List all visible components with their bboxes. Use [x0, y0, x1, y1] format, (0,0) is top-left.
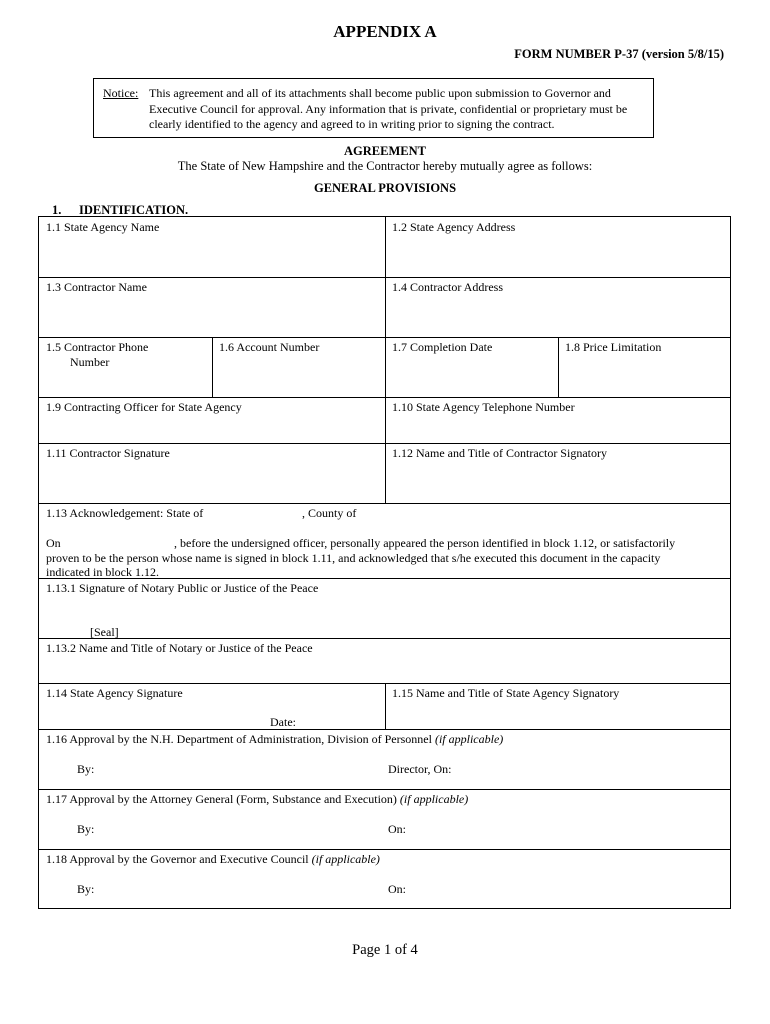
acknowledgement-line-1: , before the undersigned officer, personally appeared the person identified in block 1.12, or satisfactorily: [174, 536, 676, 550]
field-1-9-label: 1.9 Contracting Officer for State Agency: [46, 400, 242, 414]
field-1-18-on: On:: [388, 882, 406, 896]
field-1-18-label: [46, 852, 380, 867]
acknowledgement-line-3: indicated in block 1.12.: [46, 565, 159, 579]
field-1-11-label: 1.11 Contractor Signature: [46, 446, 170, 460]
identification-number: 1.: [52, 203, 62, 217]
column-divider: [385, 683, 386, 729]
field-1-16-applicable: (if applicable): [434, 732, 504, 746]
column-divider: [212, 337, 213, 397]
notice-text: This agreement and all of its attachments shall become public upon submission to Governor and Executive Council for approval. Any information that is private, confidential or proprietary must be clearly identified to the agency and agreed to in writing prior to signing the contract.: [149, 86, 628, 131]
field-1-17-label: [46, 792, 468, 807]
field-1-16-by: By:: [77, 762, 95, 776]
acknowledgement-line-2: proven to be the person whose name is signed in block 1.11, and acknowledged that s/he executed this document in the capacity: [46, 551, 661, 565]
notice-box: [93, 78, 654, 138]
field-1-13-2-label: 1.13.2 Name and Title of Notary or Justice of the Peace: [46, 641, 313, 655]
column-divider: [558, 337, 559, 397]
form-number: FORM NUMBER P-37 (version 5/8/15): [514, 47, 724, 61]
page-number: Page 1 of 4: [352, 942, 418, 958]
row-divider: [39, 849, 730, 850]
row-divider: [39, 638, 730, 639]
identification-title: IDENTIFICATION.: [79, 203, 189, 217]
field-1-13-on: On: [46, 536, 61, 550]
field-1-13-1-label: 1.13.1 Signature of Notary Public or Justice of the Peace: [46, 581, 319, 595]
field-1-2-label: 1.2 State Agency Address: [392, 220, 516, 234]
field-1-16-text: 1.16 Approval by the N.H. Department of Administration, Division of Personnel: [46, 732, 432, 746]
document-title: APPENDIX A: [333, 22, 437, 41]
field-1-18-by: By:: [77, 882, 95, 896]
field-1-13-county: , County of: [302, 506, 357, 520]
field-1-16-director-on: Director, On:: [388, 762, 452, 776]
field-1-12-label: 1.12 Name and Title of Contractor Signatory: [392, 446, 607, 460]
field-1-7-label: 1.7 Completion Date: [392, 340, 493, 354]
field-1-17-text: 1.17 Approval by the Attorney General (Form, Substance and Execution): [46, 792, 397, 806]
agreement-statement: The State of New Hampshire and the Contractor hereby mutually agree as follows:: [177, 159, 593, 173]
field-1-16-label: [46, 732, 503, 747]
notice-label: Notice:: [103, 86, 139, 100]
field-1-18-text: 1.18 Approval by the Governor and Executive Council: [46, 852, 312, 866]
general-provisions-heading: GENERAL PROVISIONS: [313, 181, 457, 195]
field-1-15-label: 1.15 Name and Title of State Agency Signatory: [392, 686, 620, 700]
field-1-4-label: 1.4 Contractor Address: [392, 280, 503, 294]
agreement-heading: AGREEMENT: [344, 144, 426, 158]
field-1-5-label: 1.5 Contractor Phone: [46, 340, 149, 354]
seal-label: [Seal]: [90, 625, 119, 639]
identification-form: [38, 216, 731, 909]
field-1-3-label: 1.3 Contractor Name: [46, 280, 147, 294]
field-1-10-label: 1.10 State Agency Telephone Number: [392, 400, 575, 414]
field-1-18-applicable: (if applicable): [311, 852, 380, 866]
field-1-17-by: By:: [77, 822, 95, 836]
field-1-1-label: 1.1 State Agency Name: [46, 220, 160, 234]
row-divider: [39, 729, 730, 730]
row-divider: [39, 503, 730, 504]
field-1-13-label: 1.13 Acknowledgement: State of: [46, 506, 204, 520]
field-1-17-on: On:: [388, 822, 406, 836]
field-1-8-label: 1.8 Price Limitation: [565, 340, 662, 354]
field-1-17-applicable: (if applicable): [399, 792, 469, 806]
field-1-6-label: 1.6 Account Number: [219, 340, 320, 354]
column-divider: [385, 217, 386, 503]
row-divider: [39, 789, 730, 790]
field-1-5-label-cont: Number: [70, 355, 110, 369]
field-1-14-label: 1.14 State Agency Signature: [46, 686, 183, 700]
field-1-14-date: Date:: [270, 715, 296, 729]
